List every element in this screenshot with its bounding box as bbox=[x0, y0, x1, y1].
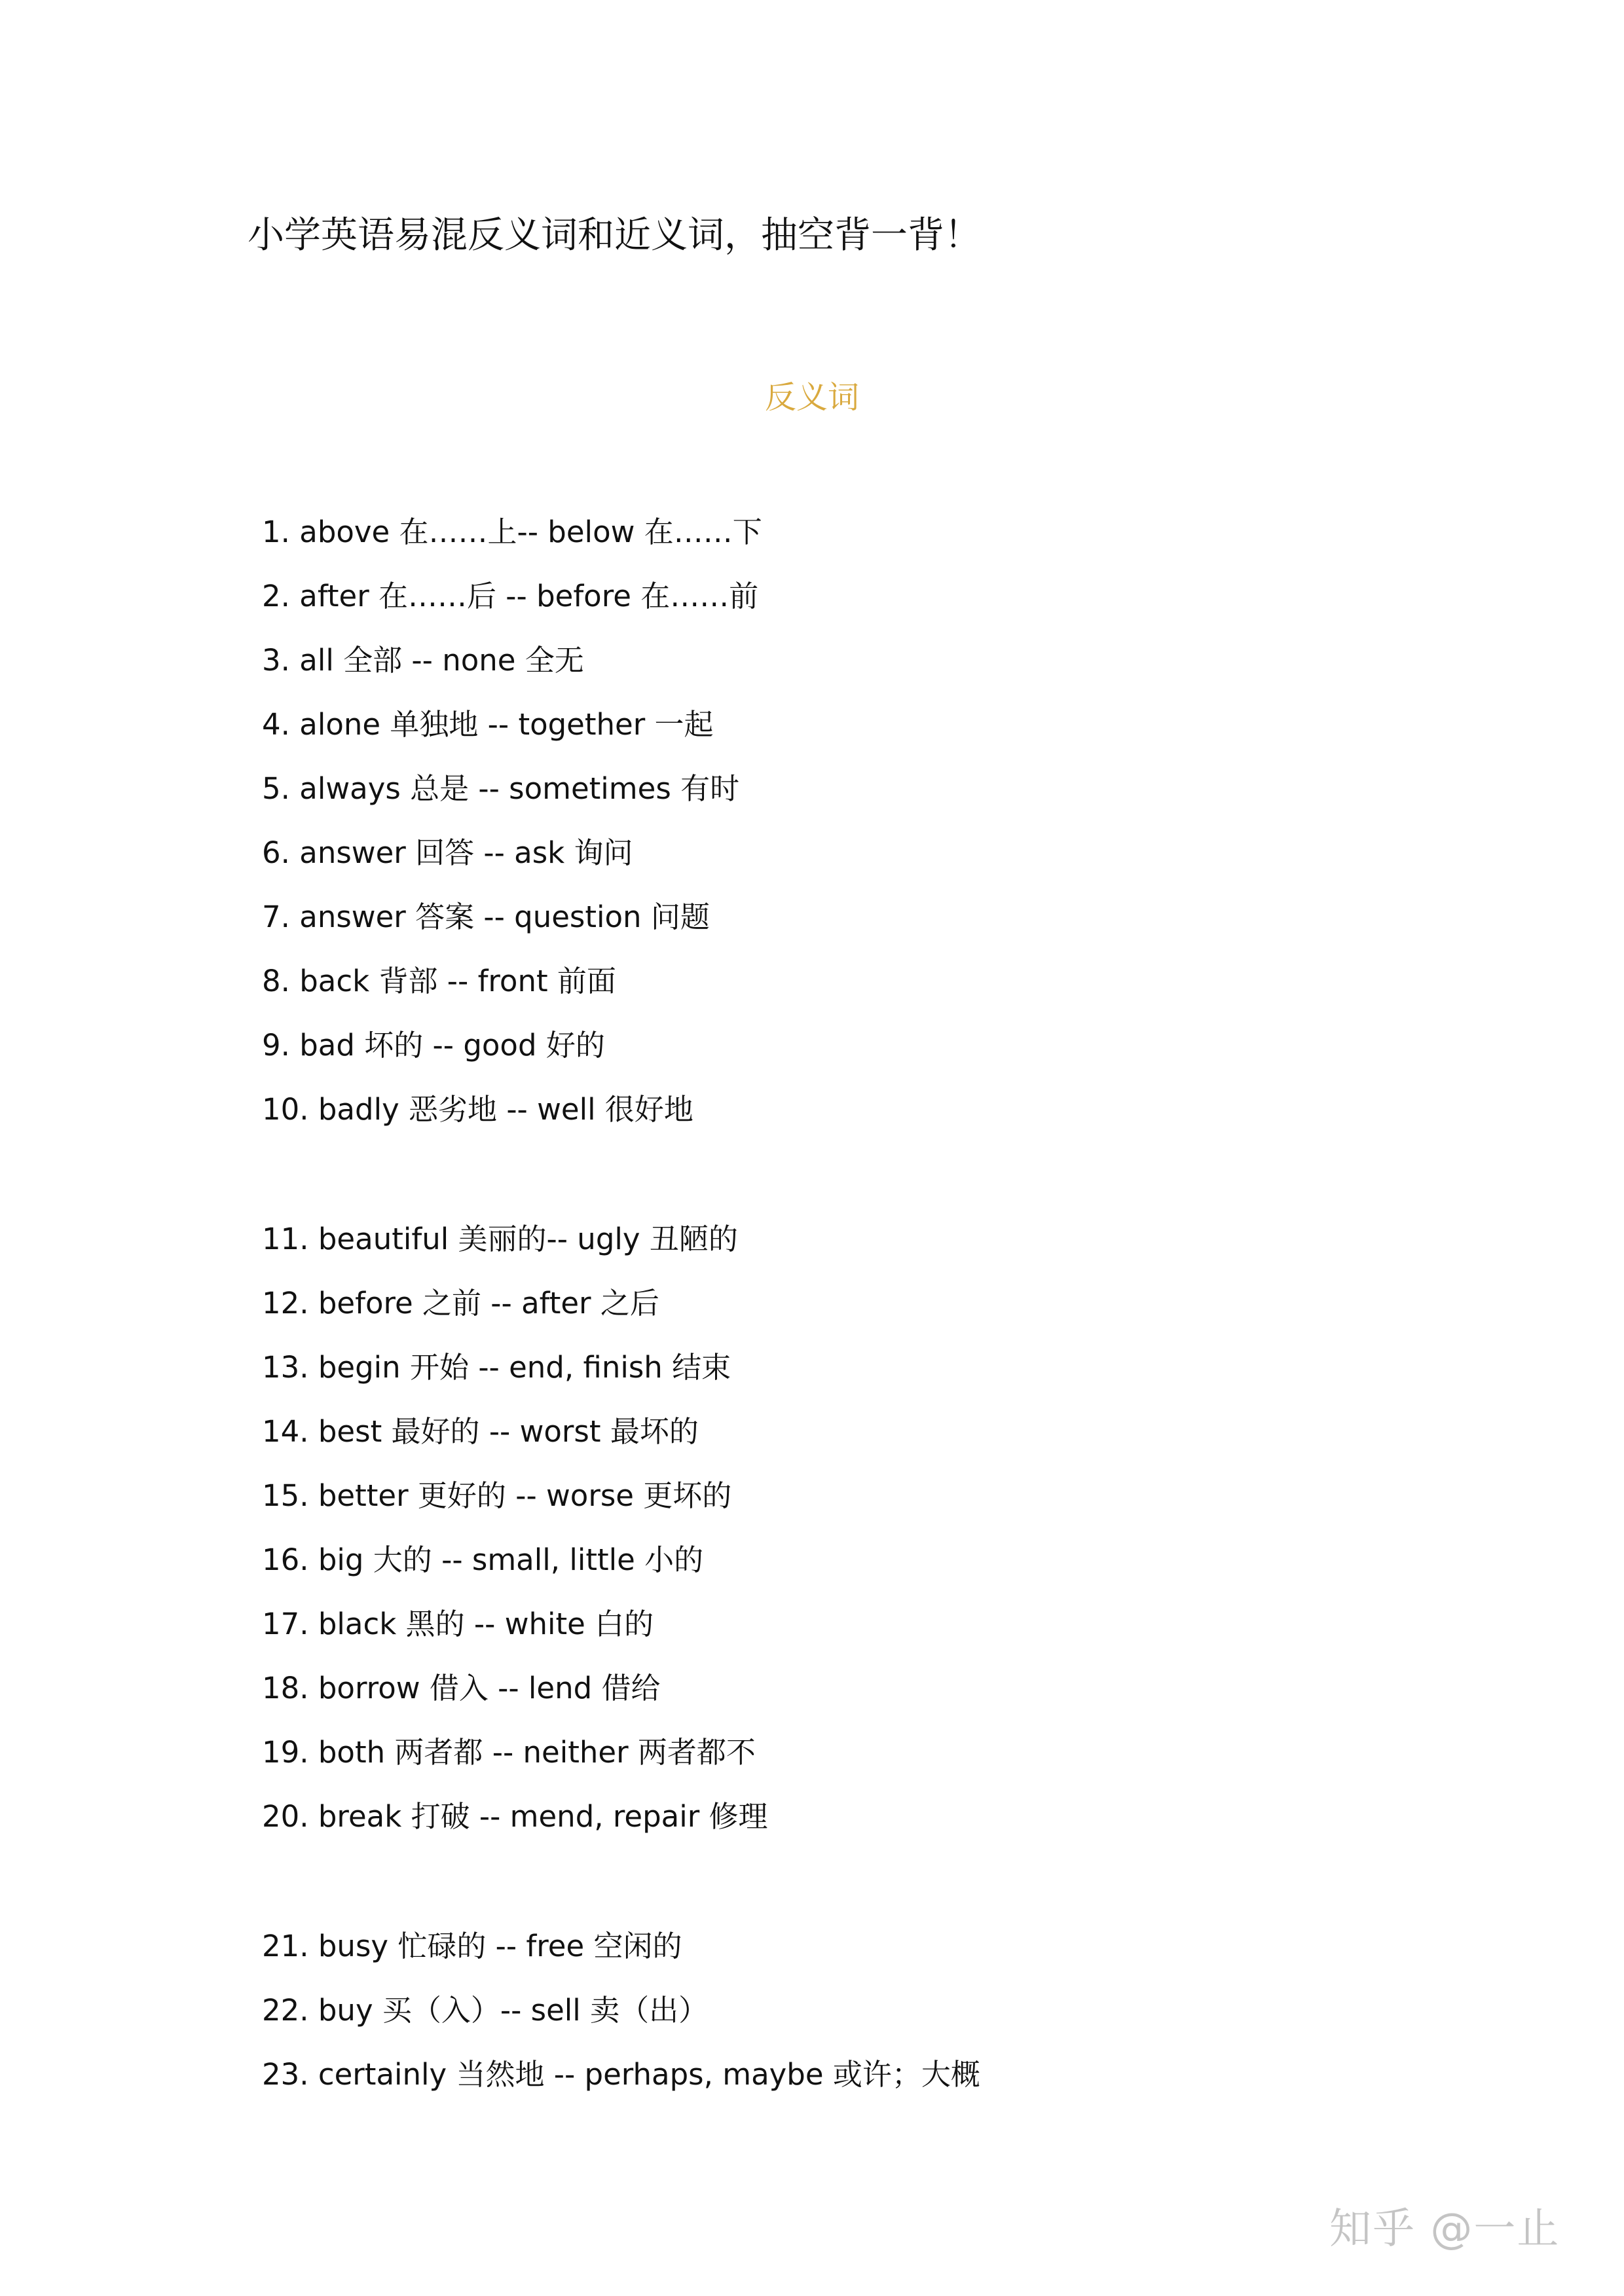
antonym-item: 1. above 在……上-- below 在……下 bbox=[262, 515, 762, 549]
antonym-item: 14. best 最好的 -- worst 最坏的 bbox=[262, 1414, 699, 1449]
section-heading-antonyms: 反义词 bbox=[764, 379, 859, 416]
antonym-item: 2. after 在……后 -- before 在……前 bbox=[262, 579, 759, 613]
antonym-item: 17. black 黑的 -- white 白的 bbox=[262, 1607, 654, 1641]
antonym-item: 21. busy 忙碌的 -- free 空闲的 bbox=[262, 1929, 682, 1963]
antonym-item: 8. back 背部 -- front 前面 bbox=[262, 964, 616, 998]
antonym-group-3 bbox=[262, 1914, 980, 2107]
antonym-item: 11. beautiful 美丽的-- ugly 丑陋的 bbox=[262, 1222, 738, 1256]
antonym-item: 15. better 更好的 -- worse 更坏的 bbox=[262, 1478, 732, 1513]
antonym-group-1 bbox=[262, 500, 762, 1142]
antonym-item: 18. borrow 借入 -- lend 借给 bbox=[262, 1671, 661, 1705]
antonym-item: 9. bad 坏的 -- good 好的 bbox=[262, 1028, 605, 1063]
antonym-group-2 bbox=[262, 1207, 768, 1849]
antonym-item: 7. answer 答案 -- question 问题 bbox=[262, 900, 710, 934]
antonym-item: 10. badly 恶劣地 -- well 很好地 bbox=[262, 1092, 693, 1127]
antonym-item: 20. break 打破 -- mend, repair 修理 bbox=[262, 1799, 768, 1834]
antonym-item: 19. both 两者都 -- neither 两者都不 bbox=[262, 1735, 756, 1770]
antonym-item: 22. buy 买（入）-- sell 卖（出） bbox=[262, 1993, 709, 2028]
antonym-item: 5. always 总是 -- sometimes 有时 bbox=[262, 771, 740, 806]
antonym-item: 6. answer 回答 -- ask 询问 bbox=[262, 835, 633, 870]
antonym-item: 13. begin 开始 -- end, finish 结束 bbox=[262, 1350, 731, 1385]
antonym-item: 23. certainly 当然地 -- perhaps, maybe 或许；大概 bbox=[262, 2057, 980, 2092]
antonym-item: 4. alone 单独地 -- together 一起 bbox=[262, 707, 714, 742]
antonym-item: 3. all 全部 -- none 全无 bbox=[262, 643, 584, 678]
antonym-item: 12. before 之前 -- after 之后 bbox=[262, 1286, 659, 1321]
antonym-item: 16. big 大的 -- small, little 小的 bbox=[262, 1542, 704, 1577]
page-title: 小学英语易混反义词和近义词，抽空背一背！ bbox=[248, 214, 981, 257]
zhihu-watermark: 知乎 @一止 bbox=[1329, 2205, 1560, 2253]
